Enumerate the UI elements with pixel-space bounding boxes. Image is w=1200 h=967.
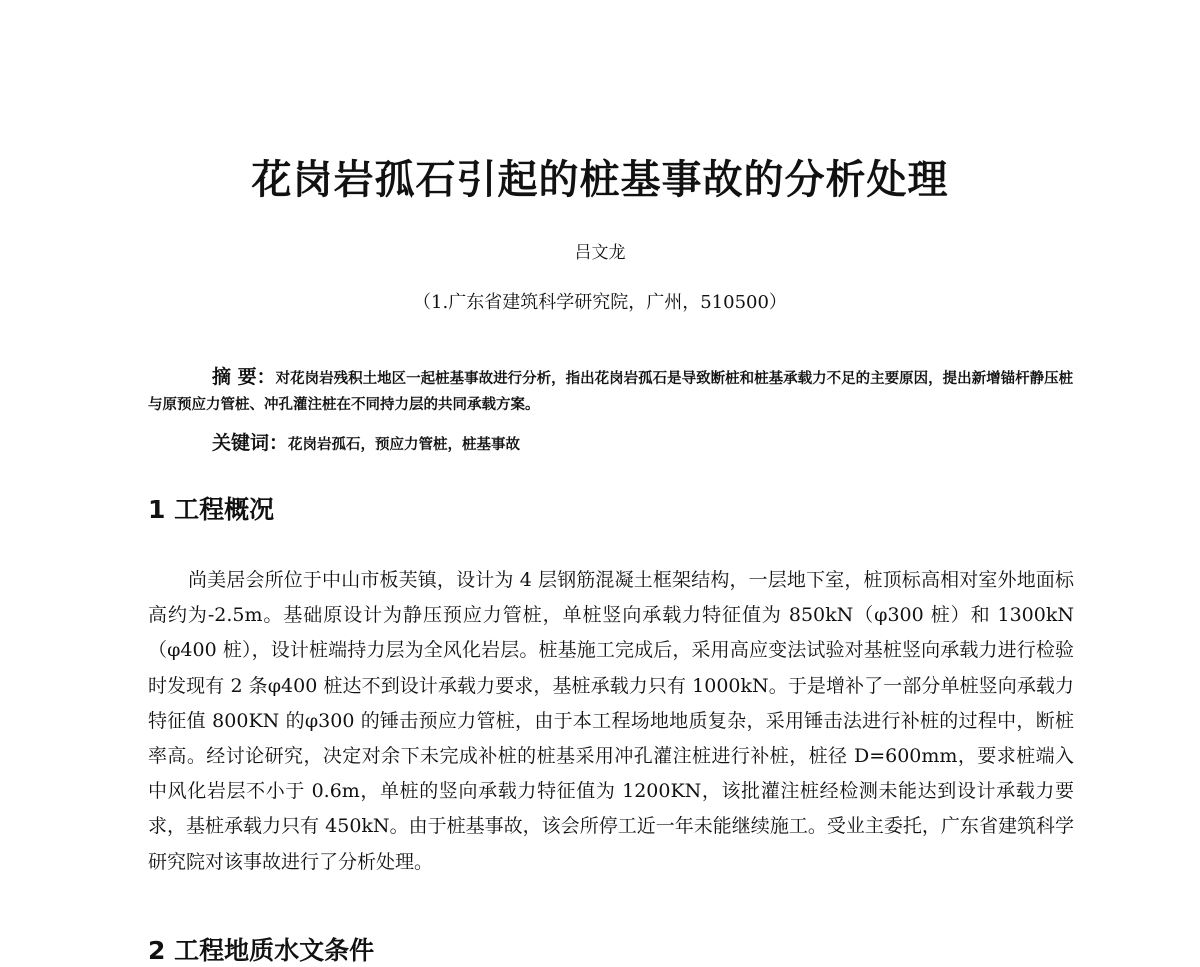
section-1-paragraph: 尚美居会所位于中山市板芙镇，设计为 4 层钢筋混凝土框架结构，一层地下室，桩顶标高相对室外地面标高约为-2.5m。基础原设计为静压预应力管桩，单桩竖向承载力特征值为 850kN（φ300 桩）和 1300kN（φ400 桩），设计桩端持力层为全风化岩层。桩基施工完成后，采用高应变法试验对基桩竖向承载力进行检验时发现有 2 条φ400 桩达不到设计承载力要求，基桩承载力只有 1000kN。于是增补了一部分单桩竖向承载力特征值 800KN 的φ300 的锤击预应力管桩，由于本工程场地地质复杂，采用锤击法进行补桩的过程中，断桩率高。经讨论研究，决定对余下未完成补桩的桩基采用冲孔灌注桩进行补桩，桩径 D=600mm，要求桩端入中风化岩层不小于 0.6m，单桩的竖向承载力特征值为 1200KN，该批灌注桩经检测未能达到设计承载力要求，基桩承载力只有 450kN。由于桩基事故，该会所停工近一年未能继续施工。受业主委托，广东省建筑科学研究院对该事故进行了分析处理。 xyxy=(148,569,1074,873)
paper-title: 花岗岩孤石引起的桩基事故的分析处理 xyxy=(251,157,949,203)
abstract-label: 摘 要： xyxy=(212,366,276,388)
abstract-text: 对花岗岩残积土地区一起桩基事故进行分析，指出花岗岩孤石是导致断桩和桩基承载力不足的主要原因，提出新增锚杆静压桩与原预应力管桩、冲孔灌注桩在不同持力层的共同承载方案。 xyxy=(148,370,1074,413)
author-name: 吕文龙 xyxy=(574,243,626,263)
section-2-heading: 2 工程地质水文条件 xyxy=(148,936,375,965)
section-1-heading: 1 工程概况 xyxy=(148,495,275,524)
keywords xyxy=(212,430,1082,458)
keywords-label: 关键词： xyxy=(212,432,289,454)
author-affiliation: （1.广东省建筑科学研究院，广州，510500） xyxy=(413,292,787,313)
abstract xyxy=(148,364,1078,418)
keywords-text: 花岗岩孤石，预应力管桩，桩基事故 xyxy=(288,436,521,453)
